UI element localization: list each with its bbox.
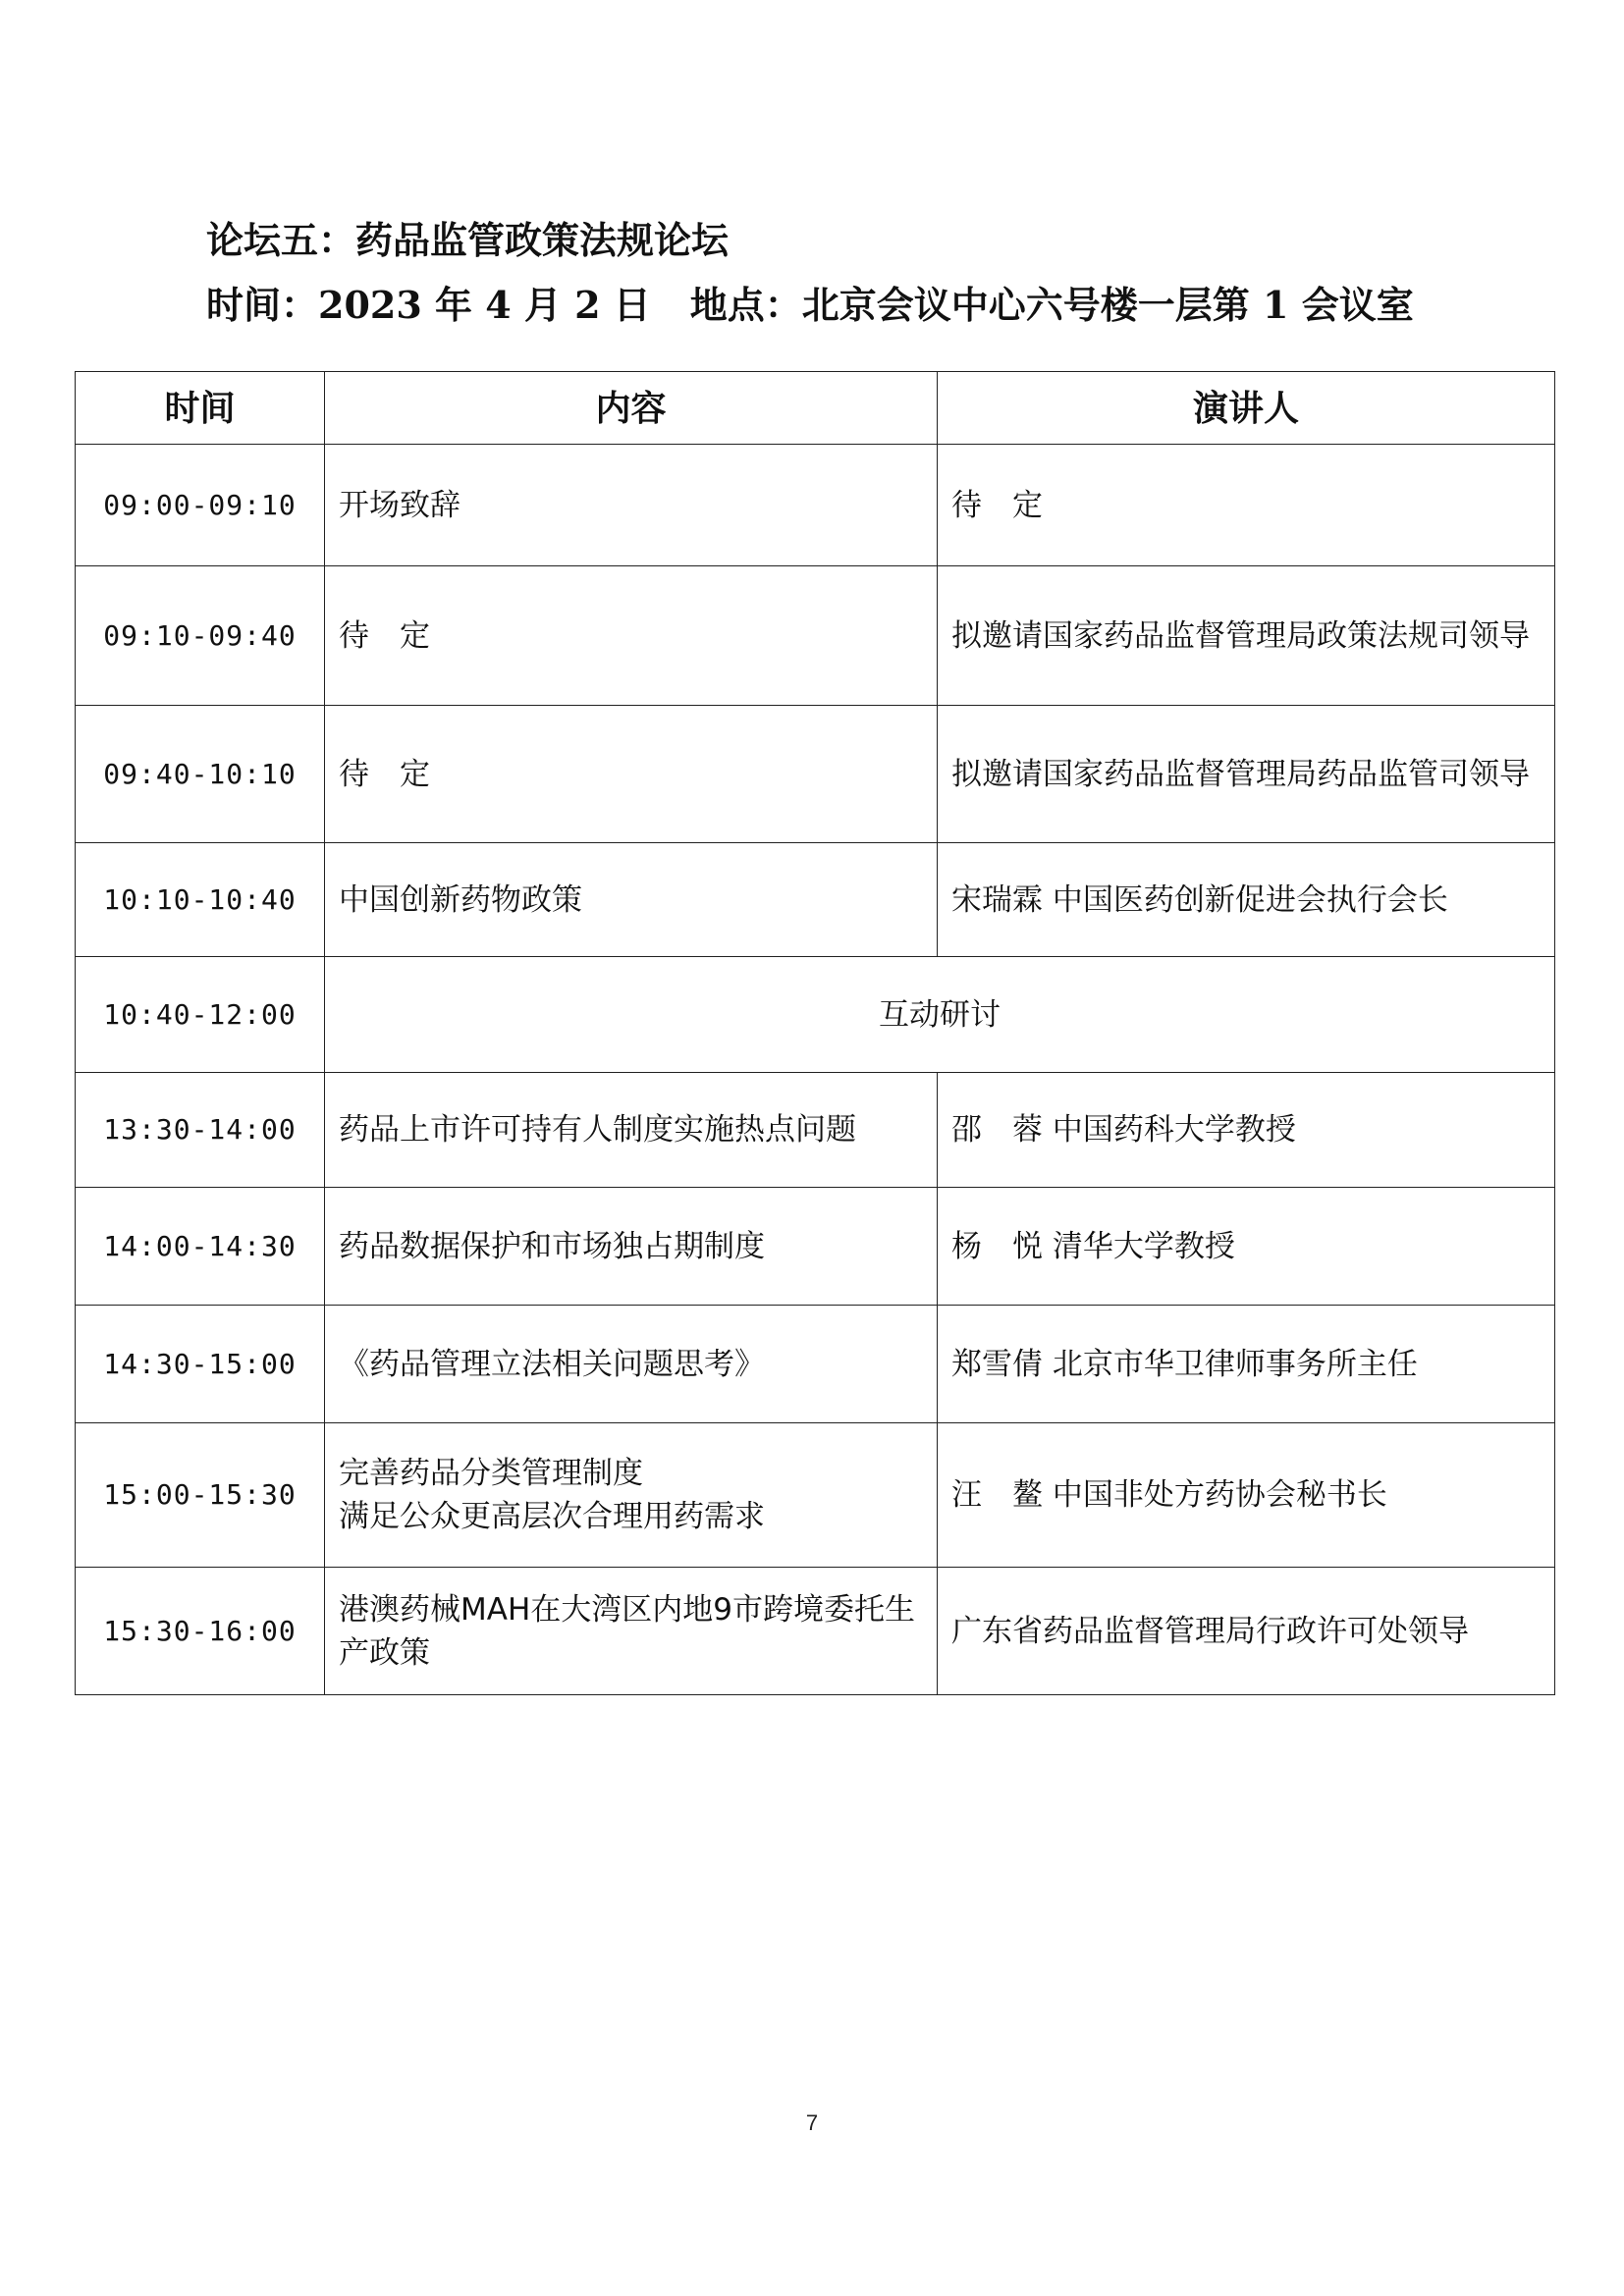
row-speaker: 拟邀请国家药品监督管理局药品监管司领导 — [938, 706, 1555, 843]
row-content: 药品上市许可持有人制度实施热点问题 — [325, 1073, 938, 1188]
row-speaker: 广东省药品监督管理局行政许可处领导 — [938, 1568, 1555, 1695]
row-time: 13:30-14:00 — [76, 1073, 325, 1188]
table-row — [76, 706, 1555, 843]
header-speaker: 演讲人 — [938, 372, 1555, 445]
header-content: 内容 — [325, 372, 938, 445]
schedule-table — [75, 371, 1555, 1695]
table-row — [76, 1306, 1555, 1423]
row-time: 09:40-10:10 — [76, 706, 325, 843]
row-content: 中国创新药物政策 — [325, 843, 938, 957]
row-time: 10:10-10:40 — [76, 843, 325, 957]
row-content: 药品数据保护和市场独占期制度 — [325, 1188, 938, 1306]
row-speaker: 宋瑞霖 中国医药创新促进会执行会长 — [938, 843, 1555, 957]
forum-time: 时间：2023 年 4 月 2 日 — [206, 283, 651, 327]
row-content-line: 满足公众更高层次合理用药需求 — [339, 1499, 765, 1534]
table-row — [76, 1188, 1555, 1306]
row-time: 10:40-12:00 — [76, 957, 325, 1073]
row-content — [325, 1423, 938, 1568]
row-speaker: 汪 鳌 中国非处方药协会秘书长 — [938, 1423, 1555, 1568]
table-row — [76, 1568, 1555, 1695]
page-number: 7 — [805, 2110, 819, 2135]
row-time: 14:30-15:00 — [76, 1306, 325, 1423]
row-speaker: 邵 蓉 中国药科大学教授 — [938, 1073, 1555, 1188]
table-row — [76, 1073, 1555, 1188]
table-row — [76, 566, 1555, 706]
row-content: 开场致辞 — [325, 445, 938, 566]
row-content: 港澳药械MAH在大湾区内地9市跨境委托生产政策 — [325, 1568, 938, 1695]
row-speaker: 拟邀请国家药品监督管理局政策法规司领导 — [938, 566, 1555, 706]
table-row — [76, 445, 1555, 566]
row-time: 15:00-15:30 — [76, 1423, 325, 1568]
table-row — [76, 957, 1555, 1073]
row-speaker: 杨 悦 清华大学教授 — [938, 1188, 1555, 1306]
table-row — [76, 843, 1555, 957]
row-speaker: 郑雪倩 北京市华卫律师事务所主任 — [938, 1306, 1555, 1423]
row-content: 待 定 — [325, 706, 938, 843]
row-time: 09:10-09:40 — [76, 566, 325, 706]
table-header-row — [76, 372, 1555, 445]
forum-title: 论坛五：药品监管政策法规论坛 — [206, 218, 730, 262]
row-time: 14:00-14:30 — [76, 1188, 325, 1306]
forum-info — [206, 275, 1414, 329]
row-speaker: 待 定 — [938, 445, 1555, 566]
row-content-line: 完善药品分类管理制度 — [339, 1456, 643, 1491]
row-content-merged: 互动研讨 — [325, 957, 1555, 1073]
row-content: 待 定 — [325, 566, 938, 706]
row-time: 09:00-09:10 — [76, 445, 325, 566]
forum-location: 地点：北京会议中心六号楼一层第 1 会议室 — [689, 283, 1414, 327]
row-content: 《药品管理立法相关问题思考》 — [325, 1306, 938, 1423]
header-time: 时间 — [76, 372, 325, 445]
table-row — [76, 1423, 1555, 1568]
row-time: 15:30-16:00 — [76, 1568, 325, 1695]
